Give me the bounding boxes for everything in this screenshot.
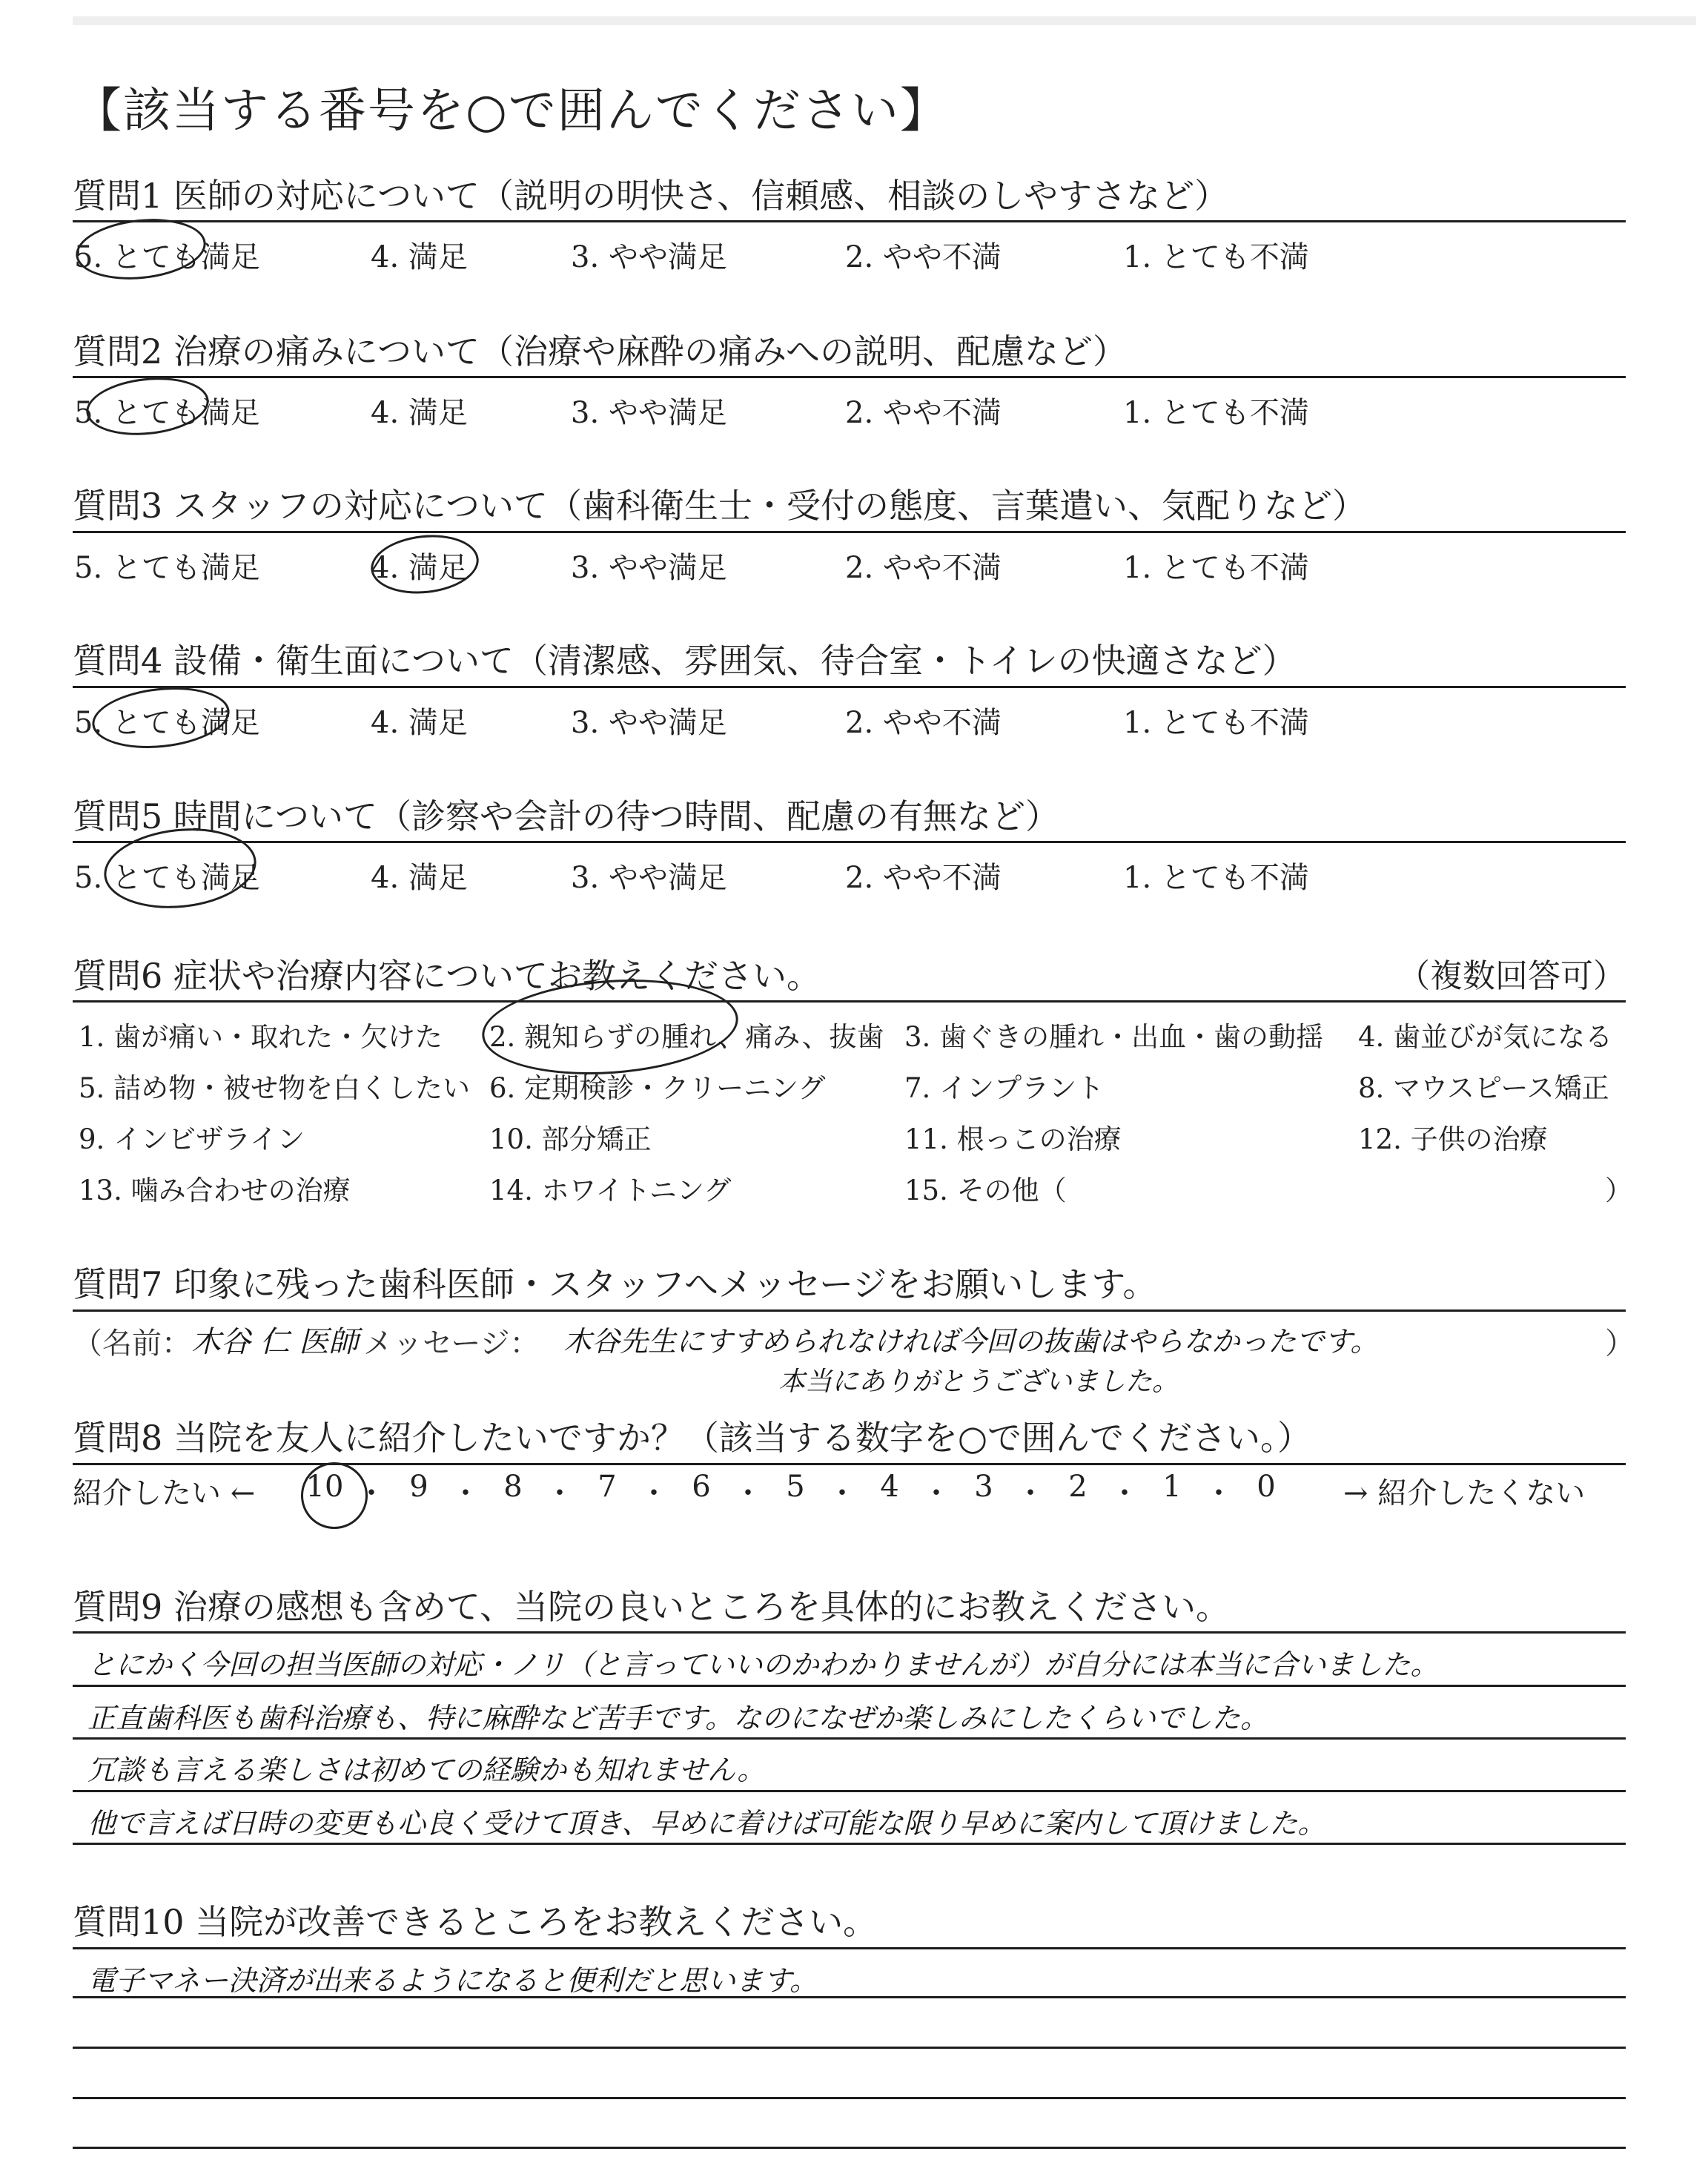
q8-scale-3[interactable]: 3 bbox=[974, 1470, 993, 1504]
q10-answer-line-4 bbox=[73, 2147, 1626, 2149]
form-heading: 【該当する番号を○で囲んでください】 bbox=[74, 84, 949, 139]
q5-option-1[interactable]: 1. とても不満 bbox=[1123, 861, 1309, 895]
q3-option-1[interactable]: 1. とても不満 bbox=[1123, 551, 1309, 585]
q10-answer-line-0 bbox=[73, 1947, 1626, 1949]
q3-option-4[interactable]: 4. 満足 bbox=[371, 551, 468, 585]
q2-option-1[interactable]: 1. とても不満 bbox=[1123, 396, 1309, 430]
q2-option-2[interactable]: 2. やや不満 bbox=[845, 396, 1002, 430]
question-4-title: 質問4 設備・衛生面について（清潔感、雰囲気、待合室・トイレの快適さなど） bbox=[73, 641, 1297, 681]
question-6-title: 質問6 症状や治療内容についてお教えください。 bbox=[73, 956, 821, 996]
question-5-rule bbox=[73, 841, 1626, 843]
q8-scale-9[interactable]: 9 bbox=[409, 1470, 428, 1504]
q6-item-2[interactable]: 2. 親知らずの腫れ、痛み、抜歯 bbox=[489, 1021, 884, 1053]
q9-answer-2[interactable]: 正直歯科医も歯科治療も、特に麻酔など苦手です。なのになぜか楽しみにしたくらいでした。 bbox=[87, 1702, 1268, 1734]
q2-option-4[interactable]: 4. 満足 bbox=[371, 396, 468, 430]
q7-message-line-2[interactable]: 本当にありがとうございました。 bbox=[778, 1367, 1179, 1397]
q6-item-3[interactable]: 3. 歯ぐきの腫れ・出血・歯の動揺 bbox=[904, 1021, 1324, 1053]
q6-item-5[interactable]: 5. 詰め物・被せ物を白くしたい bbox=[79, 1072, 471, 1104]
q5-option-4[interactable]: 4. 満足 bbox=[371, 861, 468, 895]
q4-option-5[interactable]: 5. とても満足 bbox=[74, 706, 260, 740]
q9-answer-line-1 bbox=[73, 1685, 1626, 1687]
question-2-title: 質問2 治療の痛みについて（治療や麻酔の痛みへの説明、配慮など） bbox=[73, 331, 1128, 371]
q8-scale-6[interactable]: 6 bbox=[692, 1470, 711, 1504]
q8-scale-4[interactable]: 4 bbox=[880, 1470, 899, 1504]
q8-scale-separator: ・ bbox=[921, 1476, 951, 1510]
q5-option-2[interactable]: 2. やや不満 bbox=[845, 861, 1002, 895]
q3-option-5[interactable]: 5. とても満足 bbox=[74, 551, 260, 585]
q7-name-label: （名前： bbox=[73, 1327, 191, 1361]
q6-item-1[interactable]: 1. 歯が痛い・取れた・欠けた bbox=[79, 1021, 443, 1053]
q8-scale-0[interactable]: 0 bbox=[1257, 1470, 1276, 1504]
q10-answer-line-2 bbox=[73, 2047, 1626, 2049]
q5-option-5[interactable]: 5. とても満足 bbox=[74, 861, 260, 895]
q6-item-10[interactable]: 10. 部分矯正 bbox=[489, 1123, 652, 1155]
question-9-title: 質問9 治療の感想も含めて、当院の良いところを具体的にお教えください。 bbox=[73, 1587, 1230, 1627]
question-8-title: 質問8 当院を友人に紹介したいですか？（該当する数字を○で囲んでください。） bbox=[73, 1418, 1312, 1458]
q8-scale-separator: ・ bbox=[1016, 1476, 1045, 1510]
q4-selection-circle bbox=[89, 681, 232, 754]
question-4-rule bbox=[73, 686, 1626, 688]
q8-scale-separator: ・ bbox=[451, 1476, 480, 1510]
q8-selection-circle bbox=[301, 1462, 368, 1529]
q1-option-5[interactable]: 5. とても満足 bbox=[74, 240, 260, 274]
q7-name-value[interactable]: 木谷 仁 医師 bbox=[191, 1325, 359, 1359]
q4-option-4[interactable]: 4. 満足 bbox=[371, 706, 468, 740]
q8-scale-separator: ・ bbox=[827, 1476, 857, 1510]
q5-option-3[interactable]: 3. やや満足 bbox=[571, 861, 727, 895]
q8-scale-separator: ・ bbox=[639, 1476, 669, 1510]
q9-answer-line-2 bbox=[73, 1737, 1626, 1740]
q8-left-label: 紹介したい ← bbox=[73, 1476, 256, 1510]
question-10-title: 質問10 当院が改善できるところをお教えください。 bbox=[73, 1902, 878, 1942]
q7-message-label: メッセージ： bbox=[363, 1327, 540, 1361]
q6-item-12[interactable]: 12. 子供の治療 bbox=[1358, 1123, 1548, 1155]
q9-answer-4[interactable]: 他で言えば日時の変更も心良く受けて頂き、早めに着けば可能な限り早めに案内して頂けました。 bbox=[87, 1807, 1326, 1840]
question-1-title: 質問1 医師の対応について（説明の明快さ、信頼感、相談のしやすさなど） bbox=[73, 176, 1229, 216]
question-3-rule bbox=[73, 531, 1626, 533]
q6-item-15[interactable]: 15. その他（ bbox=[904, 1175, 1067, 1206]
q9-answer-1[interactable]: とにかく今回の担当医師の対応・ノリ（と言っていいのかわかりませんが）が自分には本当に合いました。 bbox=[87, 1648, 1439, 1681]
q8-scale-2[interactable]: 2 bbox=[1068, 1470, 1088, 1504]
q9-answer-line-0 bbox=[73, 1631, 1626, 1634]
q2-option-3[interactable]: 3. やや満足 bbox=[571, 396, 727, 430]
q3-option-2[interactable]: 2. やや不満 bbox=[845, 551, 1002, 585]
q8-scale-8[interactable]: 8 bbox=[503, 1470, 523, 1504]
q1-option-2[interactable]: 2. やや不満 bbox=[845, 240, 1002, 274]
q2-option-5[interactable]: 5. とても満足 bbox=[74, 396, 260, 430]
q8-right-label: → 紹介したくない bbox=[1343, 1476, 1586, 1510]
q8-scale-separator: ・ bbox=[545, 1476, 575, 1510]
q6-item-15-close: ） bbox=[1605, 1175, 1632, 1206]
q6-item-9[interactable]: 9. インビザライン bbox=[79, 1123, 305, 1155]
q3-selection-circle bbox=[368, 530, 481, 599]
q6-item-4[interactable]: 4. 歯並びが気になる bbox=[1358, 1021, 1613, 1053]
q9-answer-line-3 bbox=[73, 1790, 1626, 1792]
q7-message-line-1[interactable]: 木谷先生にすすめられなければ今回の抜歯はやらなかったです。 bbox=[563, 1325, 1379, 1358]
q6-item-6[interactable]: 6. 定期検診・クリーニング bbox=[489, 1072, 826, 1104]
q7-close-paren: ） bbox=[1605, 1327, 1635, 1361]
q1-option-4[interactable]: 4. 満足 bbox=[371, 240, 468, 274]
q8-scale-separator: ・ bbox=[357, 1476, 386, 1510]
question-7-title: 質問7 印象に残った歯科医師・スタッフへメッセージをお願いします。 bbox=[73, 1264, 1157, 1304]
q8-scale-separator: ・ bbox=[1110, 1476, 1139, 1510]
q6-item-7[interactable]: 7. インプラント bbox=[904, 1072, 1105, 1104]
q4-option-3[interactable]: 3. やや満足 bbox=[571, 706, 727, 740]
q4-option-2[interactable]: 2. やや不満 bbox=[845, 706, 1002, 740]
q6-item-11[interactable]: 11. 根っこの治療 bbox=[904, 1123, 1122, 1155]
q10-answer-1[interactable]: 電子マネー決済が出来るようになると便利だと思います。 bbox=[87, 1964, 818, 1997]
q8-scale-separator: ・ bbox=[733, 1476, 763, 1510]
q8-scale-7[interactable]: 7 bbox=[598, 1470, 617, 1504]
q9-answer-3[interactable]: 冗談も言える楽しさは初めての経験かも知れません。 bbox=[87, 1754, 766, 1786]
q1-option-3[interactable]: 3. やや満足 bbox=[571, 240, 727, 274]
page-top-border bbox=[73, 16, 1696, 25]
question-6-rule bbox=[73, 1000, 1626, 1003]
q8-scale-5[interactable]: 5 bbox=[786, 1470, 805, 1504]
question-7-rule bbox=[73, 1309, 1626, 1312]
question-5-title: 質問5 時間について（診察や会計の待つ時間、配慮の有無など） bbox=[73, 796, 1059, 836]
q8-scale-10[interactable]: 10 bbox=[305, 1470, 344, 1504]
question-3-title: 質問3 スタッフの対応について（歯科衛生士・受付の態度、言葉遣い、気配りなど） bbox=[73, 486, 1366, 526]
question-1-rule bbox=[73, 220, 1626, 222]
q6-item-14[interactable]: 14. ホワイトニング bbox=[489, 1175, 732, 1206]
question-2-rule bbox=[73, 376, 1626, 378]
q6-item-13[interactable]: 13. 噛み合わせの治療 bbox=[79, 1175, 351, 1206]
question-8-rule bbox=[73, 1463, 1626, 1465]
q8-scale-separator: ・ bbox=[1204, 1476, 1234, 1510]
q8-scale-1[interactable]: 1 bbox=[1162, 1470, 1182, 1504]
q4-option-1[interactable]: 1. とても不満 bbox=[1123, 706, 1309, 740]
q10-answer-line-3 bbox=[73, 2097, 1626, 2099]
q1-option-1[interactable]: 1. とても不満 bbox=[1123, 240, 1309, 274]
q6-item-8[interactable]: 8. マウスピース矯正 bbox=[1358, 1072, 1609, 1104]
question-6-note: （複数回答可） bbox=[1397, 957, 1626, 995]
q3-option-3[interactable]: 3. やや満足 bbox=[571, 551, 727, 585]
q9-answer-line-4 bbox=[73, 1843, 1626, 1845]
